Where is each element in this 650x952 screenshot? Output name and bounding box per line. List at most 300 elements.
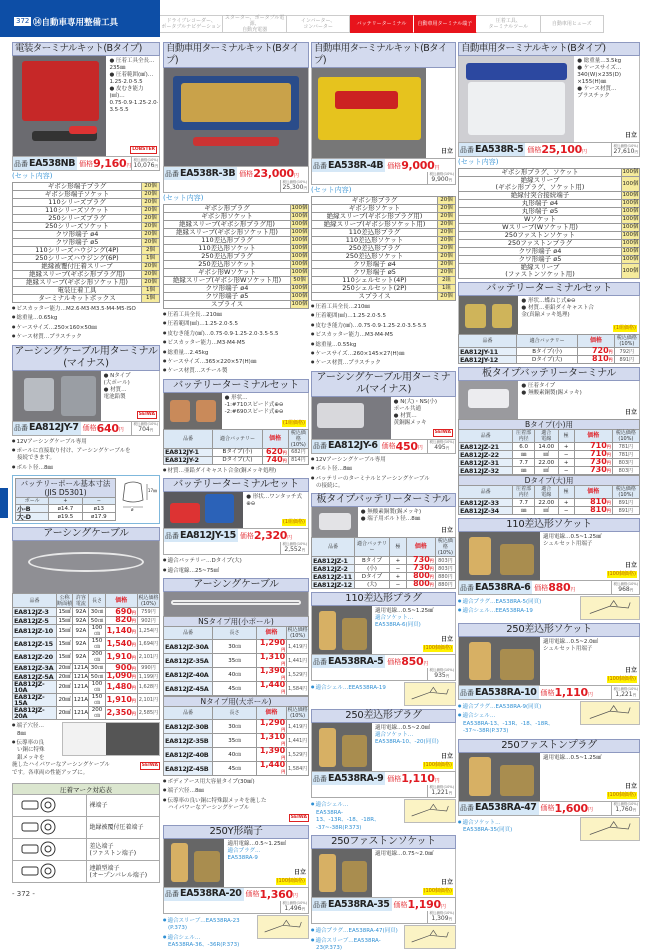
part-number[interactable] xyxy=(164,720,213,734)
table-cell-text: 15㎟ xyxy=(58,654,71,660)
table-caption: Nタイプ用(大ポール) xyxy=(164,697,309,707)
part-number[interactable] xyxy=(312,557,355,565)
part-number[interactable]: EA538NB xyxy=(28,157,77,170)
table-row xyxy=(459,467,640,475)
table-cell-text: 200㎝ xyxy=(92,651,103,663)
table-cell-text: ø13 xyxy=(94,506,104,512)
tax-price-box xyxy=(280,542,308,554)
part-number-text: EA812JZ-32 xyxy=(460,467,499,475)
table-cell-text: Dタイプ(大) xyxy=(532,357,562,363)
notes-row xyxy=(311,924,456,952)
tax-price-text: 1,628 xyxy=(139,684,153,690)
tax-price xyxy=(618,586,633,594)
column-header: 税込価格 (10%) xyxy=(287,707,309,720)
tax-price-text: 781 xyxy=(619,452,629,458)
part-number[interactable] xyxy=(459,507,513,515)
photo-side-footer xyxy=(394,427,453,437)
part-number[interactable] xyxy=(164,448,213,456)
part-number-text: EA812JZ-21 xyxy=(460,443,499,451)
tax-label: 税込価格(10%) xyxy=(133,158,158,162)
part-number[interactable] xyxy=(13,608,57,617)
category-tab[interactable]: インバーター、 コンバーター xyxy=(287,15,350,33)
yen-unit: 円 xyxy=(132,711,136,716)
product-photo-area xyxy=(458,296,640,334)
table-cell-text: + xyxy=(564,444,569,450)
section-title: アーシングケーブル用ターミナル(マイナス) xyxy=(311,371,456,397)
yen-unit: 円 xyxy=(153,641,158,647)
spec-item: ● 適合シェル… EA538RA-13、-13R、-18、-18R、 -37~-38R(P.373) xyxy=(458,711,577,735)
part-number[interactable] xyxy=(16,513,49,521)
photo-side xyxy=(540,532,639,580)
part-number[interactable] xyxy=(164,668,213,682)
product-item-shape xyxy=(335,91,398,109)
price-text: 690 xyxy=(115,607,132,616)
tax-price xyxy=(137,608,159,617)
table-cell-text: − xyxy=(396,582,401,588)
contents-qty: 20個 xyxy=(438,229,456,237)
part-number[interactable] xyxy=(13,694,57,707)
part-number[interactable] xyxy=(13,681,57,694)
spec-item: ● 総重量…3.5kg xyxy=(577,58,637,65)
column-header: 適合 電線 xyxy=(535,430,559,443)
part-number-label: 品番 xyxy=(312,159,327,172)
header-row xyxy=(13,594,160,608)
part-number[interactable] xyxy=(459,356,517,364)
contents-item: 絶縁被覆付圧着スリーブ xyxy=(13,263,142,271)
contents-item: 絶縁スリーブ(ギボシ形プラグ用) xyxy=(13,271,142,279)
tax-price-value: 968 xyxy=(618,586,629,593)
tax-price-text: 1,199 xyxy=(139,674,153,680)
page-column-2 xyxy=(163,42,309,949)
spec-item: ● 圧着範囲(㎟)…1.25·2.0·5.5 xyxy=(163,319,309,328)
price-text: 1,390 xyxy=(260,666,285,675)
spec-item: ● 端子穴径… 8㎜ xyxy=(12,721,59,738)
part-number-label: 品番 xyxy=(13,422,28,435)
table-row xyxy=(13,817,160,839)
table-cell xyxy=(213,720,257,734)
yen-unit: 円 xyxy=(588,802,593,815)
price xyxy=(574,467,612,475)
part-number[interactable] xyxy=(164,734,213,748)
price-text: 710 xyxy=(590,441,607,450)
part-number[interactable]: EA538RA-47 xyxy=(474,802,539,815)
section-title: 電装ターミナルキット(Bタイプ) xyxy=(12,42,160,56)
price-label: 価格 xyxy=(246,888,260,901)
photo-side xyxy=(372,723,455,771)
spec-item: ● 圧着工具全長…210㎜ xyxy=(311,302,456,311)
price-text: 1,140 xyxy=(107,626,132,635)
table-cell-text: Bタイプ(小) xyxy=(532,349,562,355)
battery-terminal-set-c xyxy=(458,282,640,364)
table-cell-text: ㎟ xyxy=(544,452,550,458)
tax-price xyxy=(614,348,639,356)
part-number[interactable] xyxy=(312,565,355,573)
table-row xyxy=(459,459,640,467)
category-tab[interactable]: 圧着工具、 ターミナルツール xyxy=(477,15,540,33)
contents-qty: 1組 xyxy=(438,285,456,293)
terminal-ea538ra-20 xyxy=(163,825,309,950)
spec-list xyxy=(163,776,309,813)
part-number[interactable] xyxy=(312,573,355,581)
part-number[interactable]: EA538R-3B xyxy=(179,167,237,180)
part-number[interactable] xyxy=(459,451,513,459)
caption-row xyxy=(459,420,640,430)
part-number[interactable] xyxy=(13,616,57,625)
part-number[interactable]: EA538R-5 xyxy=(474,143,525,156)
part-number[interactable]: EA812JY-7 xyxy=(28,422,81,435)
contents-qty: 100個 xyxy=(622,216,640,224)
column-header: 価格 xyxy=(256,627,286,640)
price-text: 1,440 xyxy=(260,760,285,769)
category-tab[interactable]: バッテリーターミナル xyxy=(350,15,413,33)
table-cell xyxy=(535,467,559,475)
compatible-part-note[interactable]: 適合ソケット… EA538RA-10、-20(同頁) xyxy=(375,732,453,746)
column-header: 品番 xyxy=(459,486,513,499)
header-row xyxy=(459,335,640,348)
price-value: 1,190 xyxy=(408,898,441,911)
spec-item: ● ケース材質…プラスチック xyxy=(12,332,160,341)
part-price-row xyxy=(458,580,640,595)
tax-price-box xyxy=(280,180,308,192)
contents-qty: 20個 xyxy=(438,237,456,245)
contents-qty: 20個 xyxy=(438,197,456,205)
yen-unit: 円 xyxy=(303,186,307,190)
contents-item: ギボシ形端子ソケット xyxy=(13,191,142,199)
table-row xyxy=(312,581,456,589)
photo-side-footer xyxy=(246,517,306,526)
tax-label: 税込価格(10%) xyxy=(282,542,307,546)
header-row xyxy=(312,538,456,557)
table-cell-text: 121A xyxy=(74,710,88,716)
part-number[interactable] xyxy=(459,443,513,451)
price xyxy=(574,507,612,515)
table-cell xyxy=(213,734,257,748)
contents-item: 250シリーズハウジング(6P) xyxy=(13,255,142,263)
price-value: 880 xyxy=(548,581,570,594)
tax-label: 税込価格(10%) xyxy=(613,802,638,806)
contents-item: ギボシ形端子プラグ xyxy=(13,183,142,191)
price-label: 価格 xyxy=(387,772,401,785)
yen-unit: 円 xyxy=(446,446,450,450)
tax-price-text: 803 xyxy=(438,566,448,572)
spec-item: ● 適合スリーブ…EA538RA-23(P.373) xyxy=(311,936,401,952)
part-number[interactable] xyxy=(13,707,57,720)
part-number[interactable] xyxy=(459,459,513,467)
tax-price-value: 10,076 xyxy=(133,162,154,169)
contents-item: 110シェルセット(4P) xyxy=(312,277,438,285)
part-number[interactable] xyxy=(164,762,213,776)
yen-unit: 円 xyxy=(423,655,428,668)
table-cell xyxy=(213,682,257,696)
table-row xyxy=(13,795,160,817)
table-cell xyxy=(513,507,535,515)
part-number-text: EA812JZ-3 xyxy=(14,608,49,616)
yen-unit: 円 xyxy=(302,644,307,650)
dimension-diagram xyxy=(580,817,640,841)
contents-item: ギボシ形Wソケット xyxy=(164,269,291,277)
table-cell xyxy=(57,707,73,720)
contents-qty: 100個 xyxy=(622,224,640,232)
tax-price-box xyxy=(427,440,455,453)
table-cell xyxy=(355,581,390,589)
product-photo-area xyxy=(311,397,456,439)
yen-unit: 円 xyxy=(154,164,158,168)
column-header: 極 xyxy=(389,538,406,557)
contents-row xyxy=(13,295,160,303)
product-photo xyxy=(459,637,540,685)
part-number-text: EA812JZ-22 xyxy=(460,451,499,459)
photo-side-footer xyxy=(543,665,637,683)
contents-item: スプライス xyxy=(312,293,438,301)
part-number[interactable] xyxy=(164,640,213,654)
part-number-label: 品番 xyxy=(459,686,474,699)
contents-item: ギボシ形ソケット xyxy=(312,205,438,213)
spec-item: ● ボディアース用大容量タイプ(30㎟) xyxy=(163,777,309,786)
price-text: 730 xyxy=(413,563,430,572)
contents-item: Wスリーブ(Wソケット用) xyxy=(459,224,622,232)
terminal-icon xyxy=(16,796,64,814)
contents-item: 250差込形プラグ xyxy=(312,245,438,253)
maker-logo: 日立 xyxy=(441,148,453,156)
tax-price xyxy=(287,748,309,762)
table-cell xyxy=(57,651,73,664)
category-tab[interactable]: 自動車用ターミナル端子 xyxy=(414,15,477,33)
notes-row xyxy=(458,595,640,620)
section-title: 自動車用ターミナルキット(Bタイプ) xyxy=(458,42,640,56)
spec-item: ● 伝導率の良 い銅に特殊 銀メッキを xyxy=(12,738,59,762)
price xyxy=(578,356,614,364)
tax-price xyxy=(137,625,159,638)
price-text: 1,310 xyxy=(260,732,285,741)
part-number[interactable] xyxy=(459,499,513,507)
table-cell xyxy=(57,672,73,681)
part-number[interactable] xyxy=(459,467,513,475)
yen-unit: 円 xyxy=(629,357,634,363)
part-number[interactable]: EA812JY-15 xyxy=(179,529,238,542)
maker-logo: 日立 xyxy=(625,409,637,417)
contents-item: 250シリーズプラグ xyxy=(13,215,142,223)
tax-price-box xyxy=(611,581,639,594)
section-title: バッテリーターミナルセット xyxy=(163,379,309,393)
tax-price xyxy=(284,905,305,913)
table-cell-text: 121A xyxy=(74,674,88,680)
table-cell xyxy=(89,616,105,625)
tax-price-text: 891 xyxy=(620,357,630,363)
tax-price-value: 935 xyxy=(434,672,445,679)
part-number-text: 小-B xyxy=(17,505,30,513)
table-cell-text: 40㎝ xyxy=(228,752,241,758)
table-cell-text: ø17.9 xyxy=(91,514,107,520)
product-table xyxy=(163,429,309,465)
tax-price xyxy=(613,148,638,156)
tax-price-box xyxy=(131,422,159,435)
price-text: 810 xyxy=(590,497,607,506)
part-number[interactable] xyxy=(312,581,355,589)
table-cell-text: (大) xyxy=(367,582,377,588)
part-number[interactable] xyxy=(459,348,517,356)
table-cell-text: ø19.5 xyxy=(58,514,74,520)
photo-side xyxy=(243,492,308,528)
table-cell-text: 40㎝ xyxy=(228,672,241,678)
table-cell xyxy=(73,672,89,681)
spec-item: ● 12Vアーシングケーブル専用 xyxy=(311,455,456,464)
compatible-part-note[interactable]: 適合ソケット… EA538RA-6(同頁) xyxy=(375,615,453,629)
price-value: 1,110 xyxy=(401,772,434,785)
table-cell-text: + xyxy=(564,500,569,506)
column-header: 品番 xyxy=(164,429,213,448)
yen-unit: 円 xyxy=(132,666,136,671)
tax-price-value: 495 xyxy=(434,444,445,451)
header-row xyxy=(16,498,116,505)
photo-spec-list xyxy=(577,58,637,100)
compatible-part-note[interactable]: 適合プラグ… EA538RA-9 xyxy=(227,848,306,862)
contents-qty: 20個 xyxy=(142,223,160,231)
part-number[interactable]: EA538RA-5 xyxy=(327,655,385,668)
column-header: 価格 xyxy=(407,538,436,557)
contents-item: 絶縁スリーブ (ギボシ形プラグ、ソケット用) xyxy=(459,177,622,192)
table-cell xyxy=(73,681,89,694)
photo-side xyxy=(518,296,639,334)
contents-row xyxy=(459,264,640,279)
part-number-label: 品番 xyxy=(459,143,474,156)
contents-item: Wソケット xyxy=(459,216,622,224)
part-number[interactable] xyxy=(164,456,213,464)
part-number[interactable]: EA538RA-9 xyxy=(327,772,385,785)
tax-price-text: 1,694 xyxy=(139,641,153,647)
part-number[interactable] xyxy=(164,748,213,762)
spec-item: ● N(大)・NS(小) ポール共通 xyxy=(394,399,453,413)
photo-spec-list xyxy=(543,534,637,548)
spec-item: ● 適合プラグ…EA538RA-5(同頁) xyxy=(458,597,577,606)
table-cell xyxy=(89,681,105,694)
part-number[interactable]: EA538R-4B xyxy=(327,159,385,172)
contents-qty: 20個 xyxy=(438,213,456,221)
spec-item: ● ボルト径…8㎜ xyxy=(311,464,456,473)
contents-qty: 100個 xyxy=(291,285,309,293)
yen-unit: 円 xyxy=(132,642,136,647)
tax-price xyxy=(287,734,309,748)
table-cell xyxy=(57,694,73,707)
part-number[interactable] xyxy=(16,505,49,513)
price xyxy=(256,682,286,696)
contents-item: ギボシ形プラグ xyxy=(164,205,291,213)
spec-item: ● 適合ソケット… EA538RA-35(同頁) xyxy=(458,818,577,835)
spec-item: ● 圧着工具全長…210㎜ xyxy=(163,310,309,319)
part-number[interactable] xyxy=(13,638,57,651)
yen-unit: 円 xyxy=(153,684,158,690)
price-unit-badge: (100個価格) xyxy=(423,645,453,652)
product-item-shape xyxy=(500,544,534,575)
category-tab[interactable]: ドライブレコーダー、 ポータブルナビゲーション xyxy=(160,15,223,33)
tax-price-value: 1,309 xyxy=(431,915,448,922)
table-cell xyxy=(535,507,559,515)
table-cell xyxy=(73,638,89,651)
product-item-shape xyxy=(342,861,367,892)
contents-item: 絶縁スリーブ(ギボシ形ソケット用) xyxy=(312,221,438,229)
part-number[interactable] xyxy=(13,651,57,664)
spec-item: ● 皮むき能力(㎟)…0.75·0.9·1.25·2.0·3.5·5.5 xyxy=(163,329,309,338)
table-cell xyxy=(213,456,262,464)
contents-item: クワ形端子 ø5 xyxy=(13,239,142,247)
tax-price-text: 1,584 xyxy=(288,766,302,772)
column-header: 許容 電流 xyxy=(73,594,89,608)
table-row xyxy=(164,748,309,762)
maker-logo: 日立 xyxy=(625,667,637,675)
yen-unit: 円 xyxy=(588,686,593,699)
part-number-text: EA812JZ-1 xyxy=(313,557,348,565)
category-tab[interactable]: スターター、ポータブル電源、 自動充電器 xyxy=(223,15,286,33)
part-number[interactable] xyxy=(164,682,213,696)
part-number[interactable]: EA538RA-10 xyxy=(474,686,539,699)
table-cell-text: 92A xyxy=(75,641,86,647)
product-item-shape xyxy=(342,618,367,649)
part-number[interactable]: EA538RA-20 xyxy=(179,888,244,901)
tax-price xyxy=(282,184,307,192)
crimp-mark-table xyxy=(12,783,160,883)
table-cell xyxy=(513,467,535,475)
yen-unit: 円 xyxy=(293,888,298,901)
yen-unit: 円 xyxy=(430,582,434,587)
product-item-shape xyxy=(61,376,96,416)
tax-price xyxy=(137,672,159,681)
column-header: 税込価格 (10%) xyxy=(288,429,308,448)
tax-price-text: 781 xyxy=(619,444,629,450)
contents-qty: 20個 xyxy=(142,263,160,271)
part-number-text: EA812JY-1 xyxy=(165,448,199,456)
table-cell xyxy=(89,694,105,707)
spec-item: 適用電線…0.75~2.0㎟ xyxy=(375,851,453,858)
column-header: 長さ xyxy=(213,707,257,720)
product-item-shape xyxy=(469,642,492,680)
category-tab[interactable]: 自動車用ヒューズ xyxy=(541,15,604,33)
contents-item: ギボシ形プラグ、ソケット xyxy=(459,169,622,177)
yen-unit: 円 xyxy=(441,898,446,911)
yen-unit: 円 xyxy=(281,741,285,746)
price-text: 1,310 xyxy=(260,652,285,661)
part-number[interactable] xyxy=(13,664,57,673)
part-number-label: 品番 xyxy=(164,888,179,901)
product-item-shape xyxy=(319,513,351,530)
table-cell-text: ㎜ xyxy=(521,508,527,514)
part-number[interactable]: EA812JY-6 xyxy=(327,440,380,453)
contents-qty: 100個 xyxy=(622,248,640,256)
part-number[interactable]: EA538RA-6 xyxy=(474,581,532,594)
product-photo xyxy=(164,68,308,166)
price-label: 価格 xyxy=(541,686,555,699)
column-header: 税込価格 (10%) xyxy=(614,335,639,348)
contents-qty: 100個 xyxy=(291,269,309,277)
tax-price-text: 891 xyxy=(619,508,629,514)
price-text: 710 xyxy=(590,449,607,458)
table-caption: Dタイプ(大)用 xyxy=(459,476,640,486)
table-cell xyxy=(558,443,574,451)
part-number[interactable] xyxy=(164,654,213,668)
tax-price-box xyxy=(611,686,639,699)
cable-notes xyxy=(12,720,160,762)
part-number[interactable] xyxy=(13,625,57,638)
product-item-shape xyxy=(170,400,190,422)
table-row xyxy=(459,507,640,515)
tax-price xyxy=(435,581,455,589)
price-text: 2,350 xyxy=(107,708,132,717)
part-number-text: EA812JZ-15A xyxy=(14,693,44,707)
table-cell xyxy=(89,608,105,617)
table-cell-text: ㎟ xyxy=(544,508,550,514)
yen-unit: 円 xyxy=(302,766,307,772)
photo-spec-list xyxy=(394,399,453,427)
part-number[interactable]: EA538RA-35 xyxy=(327,898,392,911)
part-number-text: EA812JZ-5A xyxy=(14,673,53,681)
